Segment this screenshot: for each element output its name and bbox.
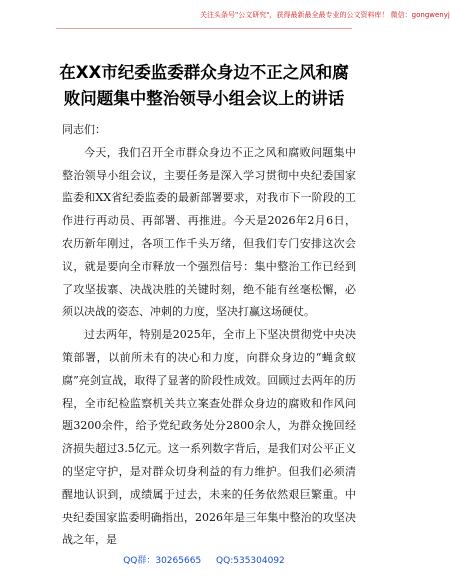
- footer-qq: QQ:535304092: [216, 556, 285, 566]
- header-banner: 关注头条号"公文研究"，获得最新最全最专业的公文资料库！ 微信：gongwenyj: [200, 11, 450, 19]
- title-line-1: 在XX市纪委监委群众身边不正之风和腐: [59, 63, 349, 82]
- footer-qq-group: QQ群：30265665: [123, 556, 202, 566]
- paragraph-1: 今天，我们召开全市群众身边不正之风和腐败问题集中整治领导小组会议，主要任务是深入学习贯彻中央纪委国家监委和XX省纪委监委的最新部署要求，对我市下一阶段的工作进行再动员、再部署、再推进。今天是2026年2月6日，农历新年刚过，各项工作千头万绪，但我们专门安排这次会议，就是要向全市释放一个强烈信号：集中整治工作已经到了攻坚拔寨、决战决胜的关键时刻，绝不能有丝毫松懈，必须以决战的姿态、冲刺的力度，坚决打赢这场硬仗。: [62, 145, 356, 319]
- document-title: [48, 60, 360, 112]
- page-footer: [0, 553, 408, 566]
- header-divider: [56, 28, 352, 29]
- title-line-2: 败问题集中整治领导小组会议上的讲话: [63, 89, 345, 108]
- document-body: [62, 119, 356, 552]
- paragraph-2: 过去两年，特别是2025年，全市上下坚决贯彻党中央决策部署，以前所未有的决心和力度，向群众身边的“蝇贪蚁腐”亮剑宣战，取得了显著的阶段性成效。回顾过去两年的历程，全市纪检监察机关共立案查处群众身边的腐败和作风问题3200余件，给予党纪政务处分2800余人，为群众挽回经济损失超过3.5亿元。这一系列数字背后，是我们对公平正义的坚定守护，是对群众切身利益的有力维护。但我们必须清醒地认识到，成绩属于过去，未来的任务依然艰巨繁重。中央纪委国家监委明确指出，2026年是三年集中整治的攻坚决战之年，是: [62, 328, 356, 547]
- salutation: 同志们：: [62, 123, 106, 136]
